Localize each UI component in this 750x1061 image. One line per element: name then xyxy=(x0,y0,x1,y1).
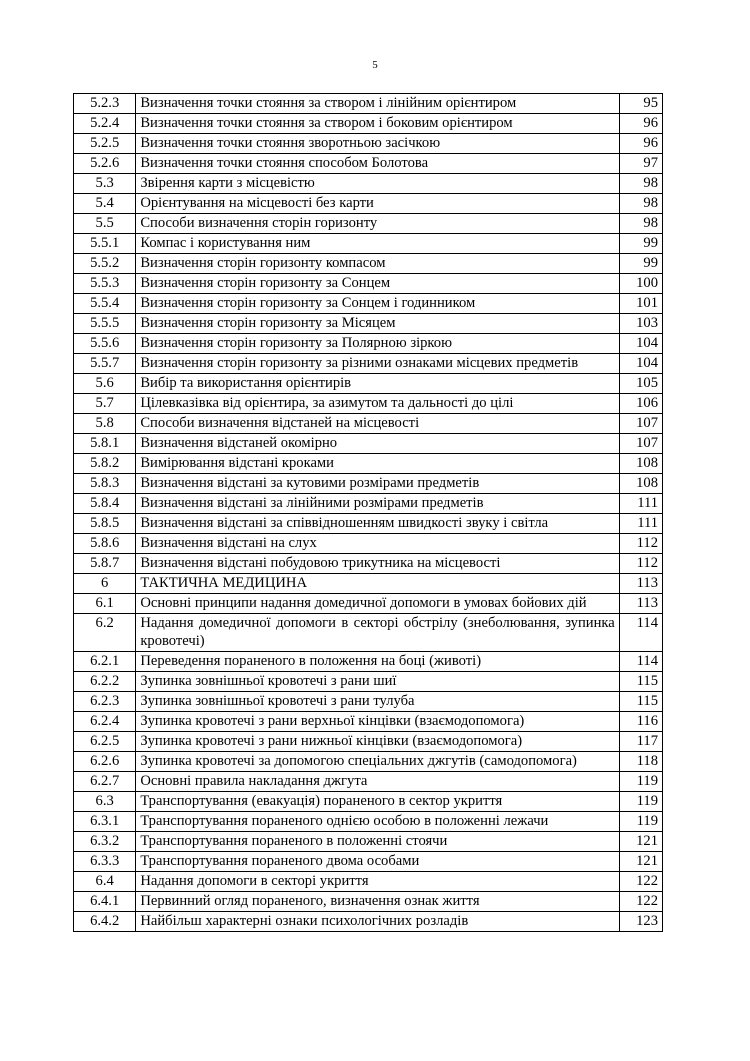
page-ref: 117 xyxy=(619,732,662,752)
page-ref: 103 xyxy=(619,314,662,334)
toc-row xyxy=(74,394,663,414)
toc-row xyxy=(74,154,663,174)
section-title: Переведення пораненого в положення на боці (животі) xyxy=(136,652,619,672)
section-title: Орієнтування на місцевості без карти xyxy=(136,194,619,214)
toc-row xyxy=(74,134,663,154)
section-title: Визначення точки стояння зворотньою засічкою xyxy=(136,134,619,154)
section-number: 5.8.1 xyxy=(74,434,136,454)
section-number: 5.2.3 xyxy=(74,94,136,114)
page-ref: 112 xyxy=(619,554,662,574)
section-title: Компас і користування ним xyxy=(136,234,619,254)
page-ref: 99 xyxy=(619,234,662,254)
page-ref: 115 xyxy=(619,672,662,692)
section-number: 6.2.2 xyxy=(74,672,136,692)
section-title: Визначення відстані за лінійними розмірами предметів xyxy=(136,494,619,514)
toc-row xyxy=(74,892,663,912)
page-ref: 119 xyxy=(619,772,662,792)
section-number: 5.8.5 xyxy=(74,514,136,534)
toc-row xyxy=(74,254,663,274)
toc-row xyxy=(74,274,663,294)
section-number: 6.4.1 xyxy=(74,892,136,912)
section-title: Визначення точки стояння за створом і боковим орієнтиром xyxy=(136,114,619,134)
section-title: Надання домедичної допомоги в секторі обстрілу (знеболювання, зупинка кровотечі) xyxy=(136,614,619,652)
section-number: 5.5.4 xyxy=(74,294,136,314)
toc-row xyxy=(74,194,663,214)
page-ref: 95 xyxy=(619,94,662,114)
toc-row xyxy=(74,454,663,474)
section-title: Найбільш характерні ознаки психологічних розладів xyxy=(136,912,619,932)
section-title: Транспортування пораненого двома особами xyxy=(136,852,619,872)
section-title: Способи визначення відстаней на місцевості xyxy=(136,414,619,434)
toc-row xyxy=(74,234,663,254)
section-number: 5.5 xyxy=(74,214,136,234)
section-number: 5.7 xyxy=(74,394,136,414)
section-number: 5.2.4 xyxy=(74,114,136,134)
page-ref: 115 xyxy=(619,692,662,712)
toc-row xyxy=(74,414,663,434)
toc-row xyxy=(74,712,663,732)
toc-row xyxy=(74,852,663,872)
page-ref: 97 xyxy=(619,154,662,174)
section-title: Зупинка зовнішньої кровотечі з рани шиї xyxy=(136,672,619,692)
toc-row xyxy=(74,614,663,652)
section-number: 5.3 xyxy=(74,174,136,194)
page-ref: 113 xyxy=(619,574,662,594)
page-ref: 101 xyxy=(619,294,662,314)
toc-row xyxy=(74,554,663,574)
section-title: Визначення відстані на слух xyxy=(136,534,619,554)
section-number: 5.5.3 xyxy=(74,274,136,294)
toc-row xyxy=(74,494,663,514)
section-number: 6.2 xyxy=(74,614,136,652)
section-number: 6.3.2 xyxy=(74,832,136,852)
page-ref: 105 xyxy=(619,374,662,394)
toc-row xyxy=(74,214,663,234)
section-title: ТАКТИЧНА МЕДИЦИНА xyxy=(136,574,619,594)
toc-row xyxy=(74,94,663,114)
page-ref: 111 xyxy=(619,494,662,514)
section-number: 6.2.3 xyxy=(74,692,136,712)
section-title: Визначення відстані побудовою трикутника на місцевості xyxy=(136,554,619,574)
section-number: 6.4.2 xyxy=(74,912,136,932)
page-ref: 113 xyxy=(619,594,662,614)
section-title: Надання допомоги в секторі укриття xyxy=(136,872,619,892)
section-title: Транспортування пораненого однією особою в положенні лежачи xyxy=(136,812,619,832)
page-ref: 96 xyxy=(619,114,662,134)
section-title: Визначення відстані за кутовими розмірами предметів xyxy=(136,474,619,494)
page-ref: 114 xyxy=(619,614,662,652)
toc-row xyxy=(74,672,663,692)
section-title: Основні принципи надання домедичної допомоги в умовах бойових дій xyxy=(136,594,619,614)
page-ref: 107 xyxy=(619,434,662,454)
page-ref: 122 xyxy=(619,872,662,892)
page-ref: 118 xyxy=(619,752,662,772)
page-ref: 114 xyxy=(619,652,662,672)
section-number: 5.8.2 xyxy=(74,454,136,474)
page-ref: 98 xyxy=(619,214,662,234)
page-ref: 111 xyxy=(619,514,662,534)
section-number: 5.8.6 xyxy=(74,534,136,554)
section-number: 6.3 xyxy=(74,792,136,812)
toc-row xyxy=(74,812,663,832)
section-title: Транспортування пораненого в положенні стоячи xyxy=(136,832,619,852)
page-ref: 106 xyxy=(619,394,662,414)
section-title: Вибір та використання орієнтирів xyxy=(136,374,619,394)
toc-row xyxy=(74,732,663,752)
page-ref: 121 xyxy=(619,852,662,872)
page-ref: 119 xyxy=(619,792,662,812)
toc-row xyxy=(74,792,663,812)
section-title: Визначення сторін горизонту за Місяцем xyxy=(136,314,619,334)
section-title: Транспортування (евакуація) пораненого в сектор укриття xyxy=(136,792,619,812)
page-ref: 98 xyxy=(619,174,662,194)
section-number: 6.4 xyxy=(74,872,136,892)
toc-row xyxy=(74,594,663,614)
section-number: 6.1 xyxy=(74,594,136,614)
section-number: 6.2.5 xyxy=(74,732,136,752)
page-ref: 96 xyxy=(619,134,662,154)
section-number: 5.5.5 xyxy=(74,314,136,334)
toc-row xyxy=(74,354,663,374)
section-number: 5.2.5 xyxy=(74,134,136,154)
section-number: 5.6 xyxy=(74,374,136,394)
section-number: 6.3.3 xyxy=(74,852,136,872)
toc-row xyxy=(74,912,663,932)
page-ref: 104 xyxy=(619,334,662,354)
section-number: 6.2.1 xyxy=(74,652,136,672)
toc-row xyxy=(74,374,663,394)
page-ref: 122 xyxy=(619,892,662,912)
section-title: Визначення сторін горизонту за Полярною зіркою xyxy=(136,334,619,354)
section-number: 5.4 xyxy=(74,194,136,214)
section-number: 6 xyxy=(74,574,136,594)
section-title: Основні правила накладання джгута xyxy=(136,772,619,792)
toc-row xyxy=(74,574,663,594)
toc-row xyxy=(74,334,663,354)
section-title: Первинний огляд пораненого, визначення ознак життя xyxy=(136,892,619,912)
toc-row xyxy=(74,772,663,792)
toc-body xyxy=(74,94,663,932)
section-number: 5.2.6 xyxy=(74,154,136,174)
page-ref: 119 xyxy=(619,812,662,832)
section-number: 5.8 xyxy=(74,414,136,434)
page-number: 5 xyxy=(372,59,378,71)
section-number: 6.2.7 xyxy=(74,772,136,792)
section-title: Визначення відстаней окомірно xyxy=(136,434,619,454)
toc-row xyxy=(74,752,663,772)
section-title: Визначення сторін горизонту за різними ознаками місцевих предметів xyxy=(136,354,619,374)
section-title: Звірення карти з місцевістю xyxy=(136,174,619,194)
section-number: 5.5.2 xyxy=(74,254,136,274)
page-ref: 123 xyxy=(619,912,662,932)
toc-row xyxy=(74,692,663,712)
page-ref: 108 xyxy=(619,474,662,494)
section-number: 5.8.3 xyxy=(74,474,136,494)
toc-row xyxy=(74,652,663,672)
toc-row xyxy=(74,872,663,892)
section-number: 5.5.7 xyxy=(74,354,136,374)
toc-row xyxy=(74,514,663,534)
table-of-contents xyxy=(73,93,663,932)
section-number: 5.5.1 xyxy=(74,234,136,254)
toc-row xyxy=(74,832,663,852)
page-ref: 99 xyxy=(619,254,662,274)
section-number: 6.2.4 xyxy=(74,712,136,732)
section-title: Зупинка кровотечі з рани верхньої кінцівки (взаємодопомога) xyxy=(136,712,619,732)
section-title: Визначення сторін горизонту за Сонцем xyxy=(136,274,619,294)
page-ref: 116 xyxy=(619,712,662,732)
section-number: 6.3.1 xyxy=(74,812,136,832)
toc-row xyxy=(74,314,663,334)
page-ref: 121 xyxy=(619,832,662,852)
toc-row xyxy=(74,474,663,494)
section-number: 5.8.7 xyxy=(74,554,136,574)
page-ref: 104 xyxy=(619,354,662,374)
section-number: 6.2.6 xyxy=(74,752,136,772)
section-number: 5.5.6 xyxy=(74,334,136,354)
toc-row xyxy=(74,434,663,454)
section-title: Зупинка зовнішньої кровотечі з рани тулуба xyxy=(136,692,619,712)
section-title: Зупинка кровотечі з рани нижньої кінцівки (взаємодопомога) xyxy=(136,732,619,752)
section-title: Визначення точки стояння способом Болотова xyxy=(136,154,619,174)
toc-row xyxy=(74,534,663,554)
page-ref: 107 xyxy=(619,414,662,434)
section-title: Цілевказівка від орієнтира, за азимутом та дальності до цілі xyxy=(136,394,619,414)
section-title: Способи визначення сторін горизонту xyxy=(136,214,619,234)
section-number: 5.8.4 xyxy=(74,494,136,514)
section-title: Визначення відстані за співвідношенням швидкості звуку і світла xyxy=(136,514,619,534)
page-ref: 108 xyxy=(619,454,662,474)
section-title: Визначення сторін горизонту компасом xyxy=(136,254,619,274)
page-ref: 98 xyxy=(619,194,662,214)
toc-row xyxy=(74,174,663,194)
toc-row xyxy=(74,294,663,314)
section-title: Зупинка кровотечі за допомогою спеціальних джгутів (самодопомога) xyxy=(136,752,619,772)
section-title: Визначення сторін горизонту за Сонцем і годинником xyxy=(136,294,619,314)
toc-row xyxy=(74,114,663,134)
section-title: Вимірювання відстані кроками xyxy=(136,454,619,474)
section-title: Визначення точки стояння за створом і лінійним орієнтиром xyxy=(136,94,619,114)
page-ref: 112 xyxy=(619,534,662,554)
page-ref: 100 xyxy=(619,274,662,294)
